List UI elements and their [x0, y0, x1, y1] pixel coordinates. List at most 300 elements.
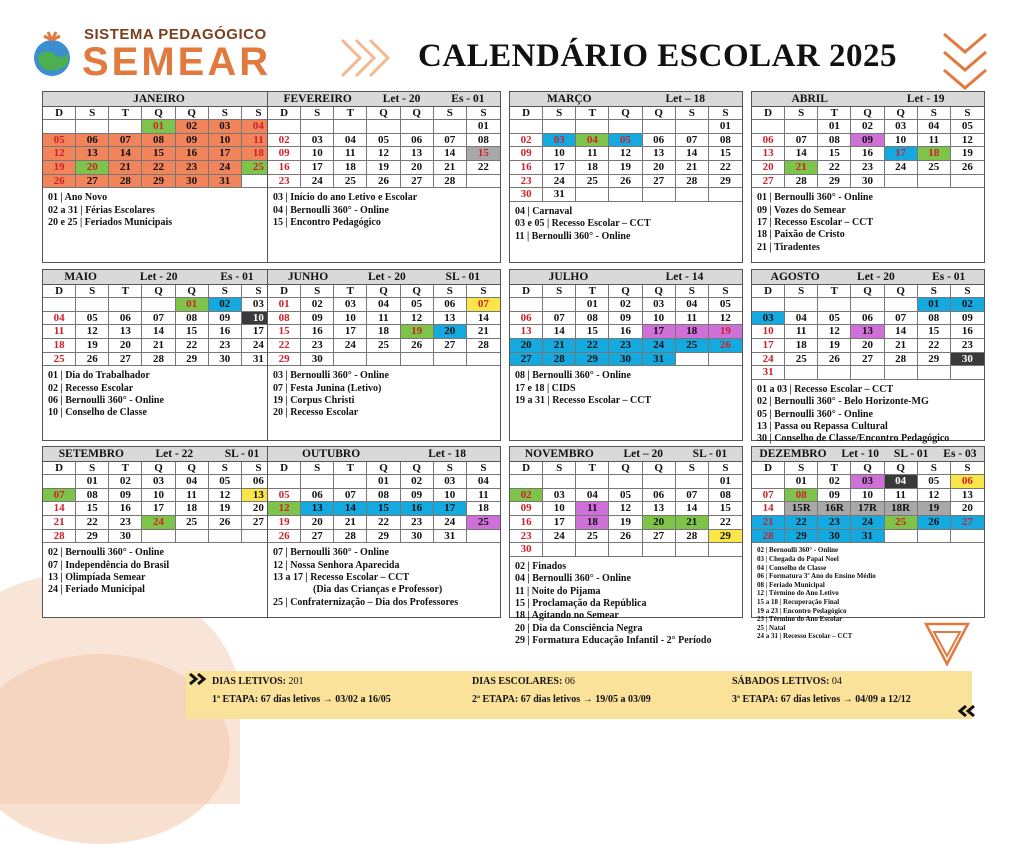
day-cell: [676, 543, 709, 557]
day-cell: 17: [434, 502, 467, 516]
day-cell: 16: [510, 161, 543, 175]
day-cell: 11: [918, 134, 951, 148]
day-cell: 07: [676, 134, 709, 148]
day-cell: 20: [434, 325, 467, 339]
day-cell: 24: [543, 530, 576, 544]
weekday-header: S: [301, 285, 334, 298]
month-julho: [509, 269, 743, 441]
weekday-header: D: [43, 285, 76, 298]
day-cell: [885, 530, 918, 544]
day-cell: [334, 475, 367, 489]
note-line: 15 a 18 | Recuperação Final: [757, 598, 840, 606]
note-line: 03 e 05 | Recesso Escolar – CCT: [515, 218, 651, 230]
day-cell: 06: [242, 475, 275, 489]
day-cell: 10: [434, 489, 467, 503]
day-cell: 03: [434, 475, 467, 489]
day-cell: 07: [334, 489, 367, 503]
day-cell: 15: [268, 325, 301, 339]
day-cell: 21: [752, 516, 785, 530]
day-cell: 08: [367, 489, 400, 503]
weekday-header: S: [467, 462, 500, 475]
day-cell: 22: [76, 516, 109, 530]
day-cell: 29: [268, 353, 301, 367]
day-cell: 05: [43, 134, 76, 148]
day-cell: 07: [43, 489, 76, 503]
day-cell: 07: [752, 489, 785, 503]
day-cell: 21: [785, 161, 818, 175]
day-cell: 19: [609, 516, 642, 530]
day-cell: 26: [401, 339, 434, 353]
day-cell: [43, 298, 76, 312]
day-cell: 03: [543, 134, 576, 148]
day-cell: 13: [851, 325, 884, 339]
day-cell: [918, 366, 951, 380]
day-cell: 02: [401, 475, 434, 489]
day-cell: 27: [851, 353, 884, 367]
month-notes: [268, 366, 500, 419]
day-cell: 29: [176, 353, 209, 367]
month-notes: [268, 543, 500, 608]
day-cell: 14: [467, 312, 500, 326]
day-cell: 31: [242, 353, 275, 367]
day-cell: [885, 175, 918, 189]
day-cell: 07: [142, 312, 175, 326]
day-cell: [709, 353, 742, 367]
note-line: 07 | Independência do Brasil: [48, 559, 170, 571]
weekday-header: S: [543, 107, 576, 120]
weekday-header: S: [209, 285, 242, 298]
weekday-header: S: [434, 285, 467, 298]
day-cell: 13: [434, 312, 467, 326]
day-cell: 06: [76, 134, 109, 148]
day-cell: 04: [334, 134, 367, 148]
day-cell: 03: [543, 489, 576, 503]
weekday-header: Q: [142, 107, 175, 120]
month-name: NOVEMBRO: [524, 448, 594, 460]
day-cell: 03: [851, 475, 884, 489]
month-header: [43, 270, 275, 285]
day-grid: [43, 285, 275, 366]
day-cell: 15: [818, 147, 851, 161]
weekday-header: Q: [643, 462, 676, 475]
day-cell: 17: [334, 325, 367, 339]
day-cell: 23: [209, 339, 242, 353]
weekday-header: S: [676, 285, 709, 298]
weekday-header: S: [918, 285, 951, 298]
day-cell: 16: [851, 147, 884, 161]
day-grid: [268, 285, 500, 366]
day-cell: 23: [609, 339, 642, 353]
note-line: 25 | Natal: [757, 623, 786, 632]
note-line: 07 | Bernoulli 360° - Online: [273, 547, 389, 559]
day-cell: 13: [643, 147, 676, 161]
day-cell: 19: [268, 516, 301, 530]
weekday-header: S: [242, 462, 275, 475]
day-cell: 01: [142, 120, 175, 134]
note-line: 01 | Dia do Trabalhador: [48, 370, 150, 382]
day-cell: 28: [543, 353, 576, 367]
day-cell: 09: [510, 147, 543, 161]
day-cell: 26: [43, 175, 76, 189]
day-cell: 10: [543, 147, 576, 161]
month-notes: [43, 366, 275, 419]
day-cell: [576, 543, 609, 557]
day-cell: [785, 298, 818, 312]
day-cell: 06: [510, 312, 543, 326]
month-name: MARÇO: [546, 93, 592, 105]
day-cell: 26: [367, 175, 400, 189]
month-stat: Let - 20: [857, 271, 895, 283]
day-cell: 06: [401, 134, 434, 148]
day-cell: [576, 475, 609, 489]
day-cell: 24: [885, 161, 918, 175]
day-cell: 13: [301, 502, 334, 516]
day-cell: 28: [109, 175, 142, 189]
day-cell: 07: [467, 298, 500, 312]
day-cell: 02: [209, 298, 242, 312]
day-cell: 27: [242, 516, 275, 530]
day-cell: 24: [142, 516, 175, 530]
day-cell: 30: [851, 175, 884, 189]
note-line: 24 a 31 | Recesso Escolar – CCT: [757, 632, 853, 641]
day-cell: 23: [401, 516, 434, 530]
day-cell: 05: [709, 298, 742, 312]
weekday-header: S: [242, 107, 275, 120]
day-cell: 08: [467, 134, 500, 148]
day-cell: 18: [576, 161, 609, 175]
month-name: FEVEREIRO: [283, 93, 352, 105]
day-cell: 19: [367, 161, 400, 175]
day-cell: [334, 353, 367, 367]
day-cell: 22: [918, 339, 951, 353]
weekday-header: Q: [401, 285, 434, 298]
weekday-header: Q: [176, 462, 209, 475]
etapa-2: 2ª ETAPA: 67 dias letivos → 19/05 a 03/09: [472, 694, 651, 705]
weekday-header: T: [818, 285, 851, 298]
day-cell: 18R: [885, 502, 918, 516]
day-cell: [709, 188, 742, 202]
day-cell: [301, 120, 334, 134]
day-cell: [76, 120, 109, 134]
day-cell: [510, 475, 543, 489]
month-name: JULHO: [548, 271, 589, 283]
month-name: AGOSTO: [770, 271, 820, 283]
day-cell: 16: [401, 502, 434, 516]
day-cell: 22: [576, 339, 609, 353]
month-header: [510, 270, 742, 285]
day-cell: 18: [334, 161, 367, 175]
day-cell: 20: [76, 161, 109, 175]
day-cell: 21: [676, 161, 709, 175]
day-cell: 20: [109, 339, 142, 353]
day-cell: 01: [709, 475, 742, 489]
weekday-header: S: [785, 107, 818, 120]
note-line: 02 | Bernoulli 360° - Online: [48, 547, 164, 559]
weekday-header: D: [510, 462, 543, 475]
day-cell: 05: [76, 312, 109, 326]
month-stat: SL - 01: [692, 448, 728, 460]
month-header: [268, 92, 500, 107]
day-cell: 21: [43, 516, 76, 530]
day-cell: 27: [434, 339, 467, 353]
sabados-value: 04: [831, 676, 842, 687]
day-cell: 17: [209, 147, 242, 161]
day-cell: 12: [918, 489, 951, 503]
note-line: 10 | Conselho de Classe: [48, 407, 147, 419]
day-cell: 31: [209, 175, 242, 189]
day-cell: 16: [609, 325, 642, 339]
day-cell: 17: [643, 325, 676, 339]
day-cell: 26: [951, 161, 984, 175]
day-cell: 03: [334, 298, 367, 312]
day-cell: 23: [818, 516, 851, 530]
day-cell: [676, 120, 709, 134]
day-cell: [951, 366, 984, 380]
weekday-header: T: [818, 107, 851, 120]
day-cell: 15: [142, 147, 175, 161]
day-cell: 25: [176, 516, 209, 530]
weekday-header: S: [301, 462, 334, 475]
note-line: 18 | Agitando no Semear: [515, 610, 619, 622]
day-cell: 08: [576, 312, 609, 326]
day-cell: 10: [242, 312, 275, 326]
day-cell: 16: [109, 502, 142, 516]
note-line: 11 | Noite do Pijama: [515, 585, 601, 597]
day-cell: 13: [76, 147, 109, 161]
day-cell: 21: [142, 339, 175, 353]
day-cell: 17: [301, 161, 334, 175]
day-cell: 26: [76, 353, 109, 367]
weekday-header: S: [918, 462, 951, 475]
day-cell: 25: [885, 516, 918, 530]
day-cell: 26: [709, 339, 742, 353]
day-cell: 10: [301, 147, 334, 161]
day-cell: 07: [676, 489, 709, 503]
weekday-header: Q: [851, 107, 884, 120]
day-cell: [951, 175, 984, 189]
month-stat: Let – 18: [665, 93, 706, 105]
day-cell: 28: [142, 353, 175, 367]
day-cell: 24: [334, 339, 367, 353]
day-cell: 22: [709, 161, 742, 175]
day-cell: 02: [951, 298, 984, 312]
footer-summary: [186, 671, 972, 719]
month-abril: [751, 91, 985, 263]
day-grid: [752, 462, 984, 543]
day-cell: [885, 366, 918, 380]
day-cell: 01: [176, 298, 209, 312]
weekday-header: S: [709, 107, 742, 120]
month-notes: [510, 202, 742, 243]
day-cell: 05: [609, 134, 642, 148]
note-line: 01 a 03 | Recesso Escolar – CCT: [757, 384, 894, 396]
day-cell: 08: [268, 312, 301, 326]
day-cell: 22: [268, 339, 301, 353]
day-cell: 14: [676, 502, 709, 516]
note-line: 05 | Bernoulli 360° - Online: [757, 408, 873, 420]
month-stat: Es - 01: [451, 93, 485, 105]
day-cell: 02: [268, 134, 301, 148]
day-cell: 25: [367, 339, 400, 353]
weekday-header: D: [752, 285, 785, 298]
dias-letivos-label: DIAS LETIVOS:: [212, 676, 286, 687]
day-cell: 09: [301, 312, 334, 326]
day-cell: 25: [334, 175, 367, 189]
month-header: [510, 447, 742, 462]
weekday-header: Q: [885, 462, 918, 475]
day-cell: [543, 543, 576, 557]
day-cell: 02: [109, 475, 142, 489]
dias-escolares-value: 06: [564, 676, 575, 687]
day-cell: 02: [176, 120, 209, 134]
note-line: 13 | Olimpíada Semear: [48, 572, 146, 584]
day-cell: 05: [401, 298, 434, 312]
day-cell: [543, 298, 576, 312]
note-line: 13 a 17 | Recesso Escolar – CCT: [273, 572, 410, 584]
day-cell: 30: [510, 188, 543, 202]
day-cell: [609, 120, 642, 134]
day-cell: 18: [576, 516, 609, 530]
day-cell: 27: [643, 175, 676, 189]
day-cell: 09: [609, 312, 642, 326]
day-cell: 04: [576, 134, 609, 148]
weekday-header: S: [467, 107, 500, 120]
day-cell: 06: [643, 134, 676, 148]
note-line: 15 | Encontro Pedagógico: [273, 217, 381, 229]
double-chevron-left-icon: [956, 704, 976, 718]
day-cell: 16R: [818, 502, 851, 516]
weekday-header: Q: [609, 285, 642, 298]
day-cell: 02: [510, 134, 543, 148]
note-line: 03 | Início do ano Letivo e Escolar: [273, 192, 418, 204]
month-dezembro: [751, 446, 985, 641]
month-stat: Let - 20: [382, 93, 421, 105]
note-line: 15 | Proclamação da República: [515, 598, 647, 610]
day-cell: 11: [242, 134, 275, 148]
day-cell: 14: [676, 147, 709, 161]
double-chevron-right-icon: [188, 672, 208, 686]
day-cell: 11: [467, 489, 500, 503]
weekday-header: S: [76, 285, 109, 298]
month-outubro: [267, 446, 501, 618]
page-title: CALENDÁRIO ESCOLAR 2025: [418, 38, 898, 74]
weekday-header: T: [576, 107, 609, 120]
day-cell: 27: [76, 175, 109, 189]
day-cell: 20: [401, 161, 434, 175]
day-cell: 04: [176, 475, 209, 489]
day-cell: 10: [334, 312, 367, 326]
day-cell: 24: [543, 175, 576, 189]
day-cell: 30: [109, 530, 142, 544]
month-stat: Let - 14: [665, 271, 704, 283]
note-line: 01 | Ano Novo: [48, 192, 108, 204]
day-cell: [301, 475, 334, 489]
day-cell: 21: [885, 339, 918, 353]
day-cell: 10: [142, 489, 175, 503]
weekday-header: D: [43, 107, 76, 120]
day-cell: 30: [401, 530, 434, 544]
day-cell: 26: [209, 516, 242, 530]
brand-main-text: SEMEAR: [82, 40, 272, 84]
note-line: 04 | Bernoulli 360° - Online: [273, 204, 389, 216]
day-cell: 24: [242, 339, 275, 353]
day-cell: [510, 120, 543, 134]
month-maio: [42, 269, 276, 441]
day-cell: 06: [643, 489, 676, 503]
month-notes: [752, 380, 984, 445]
day-cell: [752, 475, 785, 489]
day-cell: [818, 366, 851, 380]
day-cell: 01: [576, 298, 609, 312]
weekday-header: S: [242, 285, 275, 298]
day-cell: 04: [885, 475, 918, 489]
day-cell: 23: [851, 161, 884, 175]
day-cell: 18: [785, 339, 818, 353]
weekday-header: D: [268, 107, 301, 120]
month-name: JANEIRO: [133, 93, 185, 105]
day-grid: [510, 462, 742, 557]
day-cell: 29: [709, 175, 742, 189]
day-cell: [467, 175, 500, 189]
weekday-header: Q: [851, 462, 884, 475]
weekday-header: D: [268, 462, 301, 475]
day-cell: 24: [209, 161, 242, 175]
day-cell: [401, 120, 434, 134]
day-cell: 07: [543, 312, 576, 326]
day-cell: 10: [851, 489, 884, 503]
day-cell: 29: [709, 530, 742, 544]
day-grid: [510, 107, 742, 202]
day-cell: 27: [643, 530, 676, 544]
day-cell: [467, 353, 500, 367]
note-line: 04 | Carnaval: [515, 206, 573, 218]
day-cell: 01: [467, 120, 500, 134]
day-cell: 20: [301, 516, 334, 530]
month-name: MAIO: [64, 271, 97, 283]
chevron-right-icon: [338, 36, 394, 80]
weekday-header: S: [785, 462, 818, 475]
day-cell: 08: [142, 134, 175, 148]
note-line: 29 | Formatura Educação Infantil - 2° Período: [515, 634, 712, 646]
weekday-header: D: [510, 107, 543, 120]
day-cell: 07: [434, 134, 467, 148]
day-cell: 22: [467, 161, 500, 175]
note-line: 06 | Formatura 3º Ano do Ensino Médio: [757, 572, 876, 581]
month-setembro: [42, 446, 276, 618]
day-cell: 01: [268, 298, 301, 312]
day-cell: [367, 353, 400, 367]
note-line: 19 a 23 | Encontro Pedagógico: [757, 606, 847, 615]
day-cell: 29: [818, 175, 851, 189]
day-cell: 29: [918, 353, 951, 367]
weekday-header: S: [76, 462, 109, 475]
day-cell: 25: [242, 161, 275, 175]
note-line: 17 e 18 | CIDS: [515, 382, 576, 394]
day-cell: [43, 120, 76, 134]
day-cell: 26: [918, 516, 951, 530]
day-cell: 18: [176, 502, 209, 516]
day-cell: 28: [885, 353, 918, 367]
day-cell: 25: [785, 353, 818, 367]
day-cell: 03: [752, 312, 785, 326]
day-cell: 12: [43, 147, 76, 161]
day-cell: 25: [676, 339, 709, 353]
day-cell: [543, 475, 576, 489]
weekday-header: T: [334, 462, 367, 475]
month-header: [43, 447, 275, 462]
weekday-header: D: [510, 285, 543, 298]
day-cell: 23: [951, 339, 984, 353]
